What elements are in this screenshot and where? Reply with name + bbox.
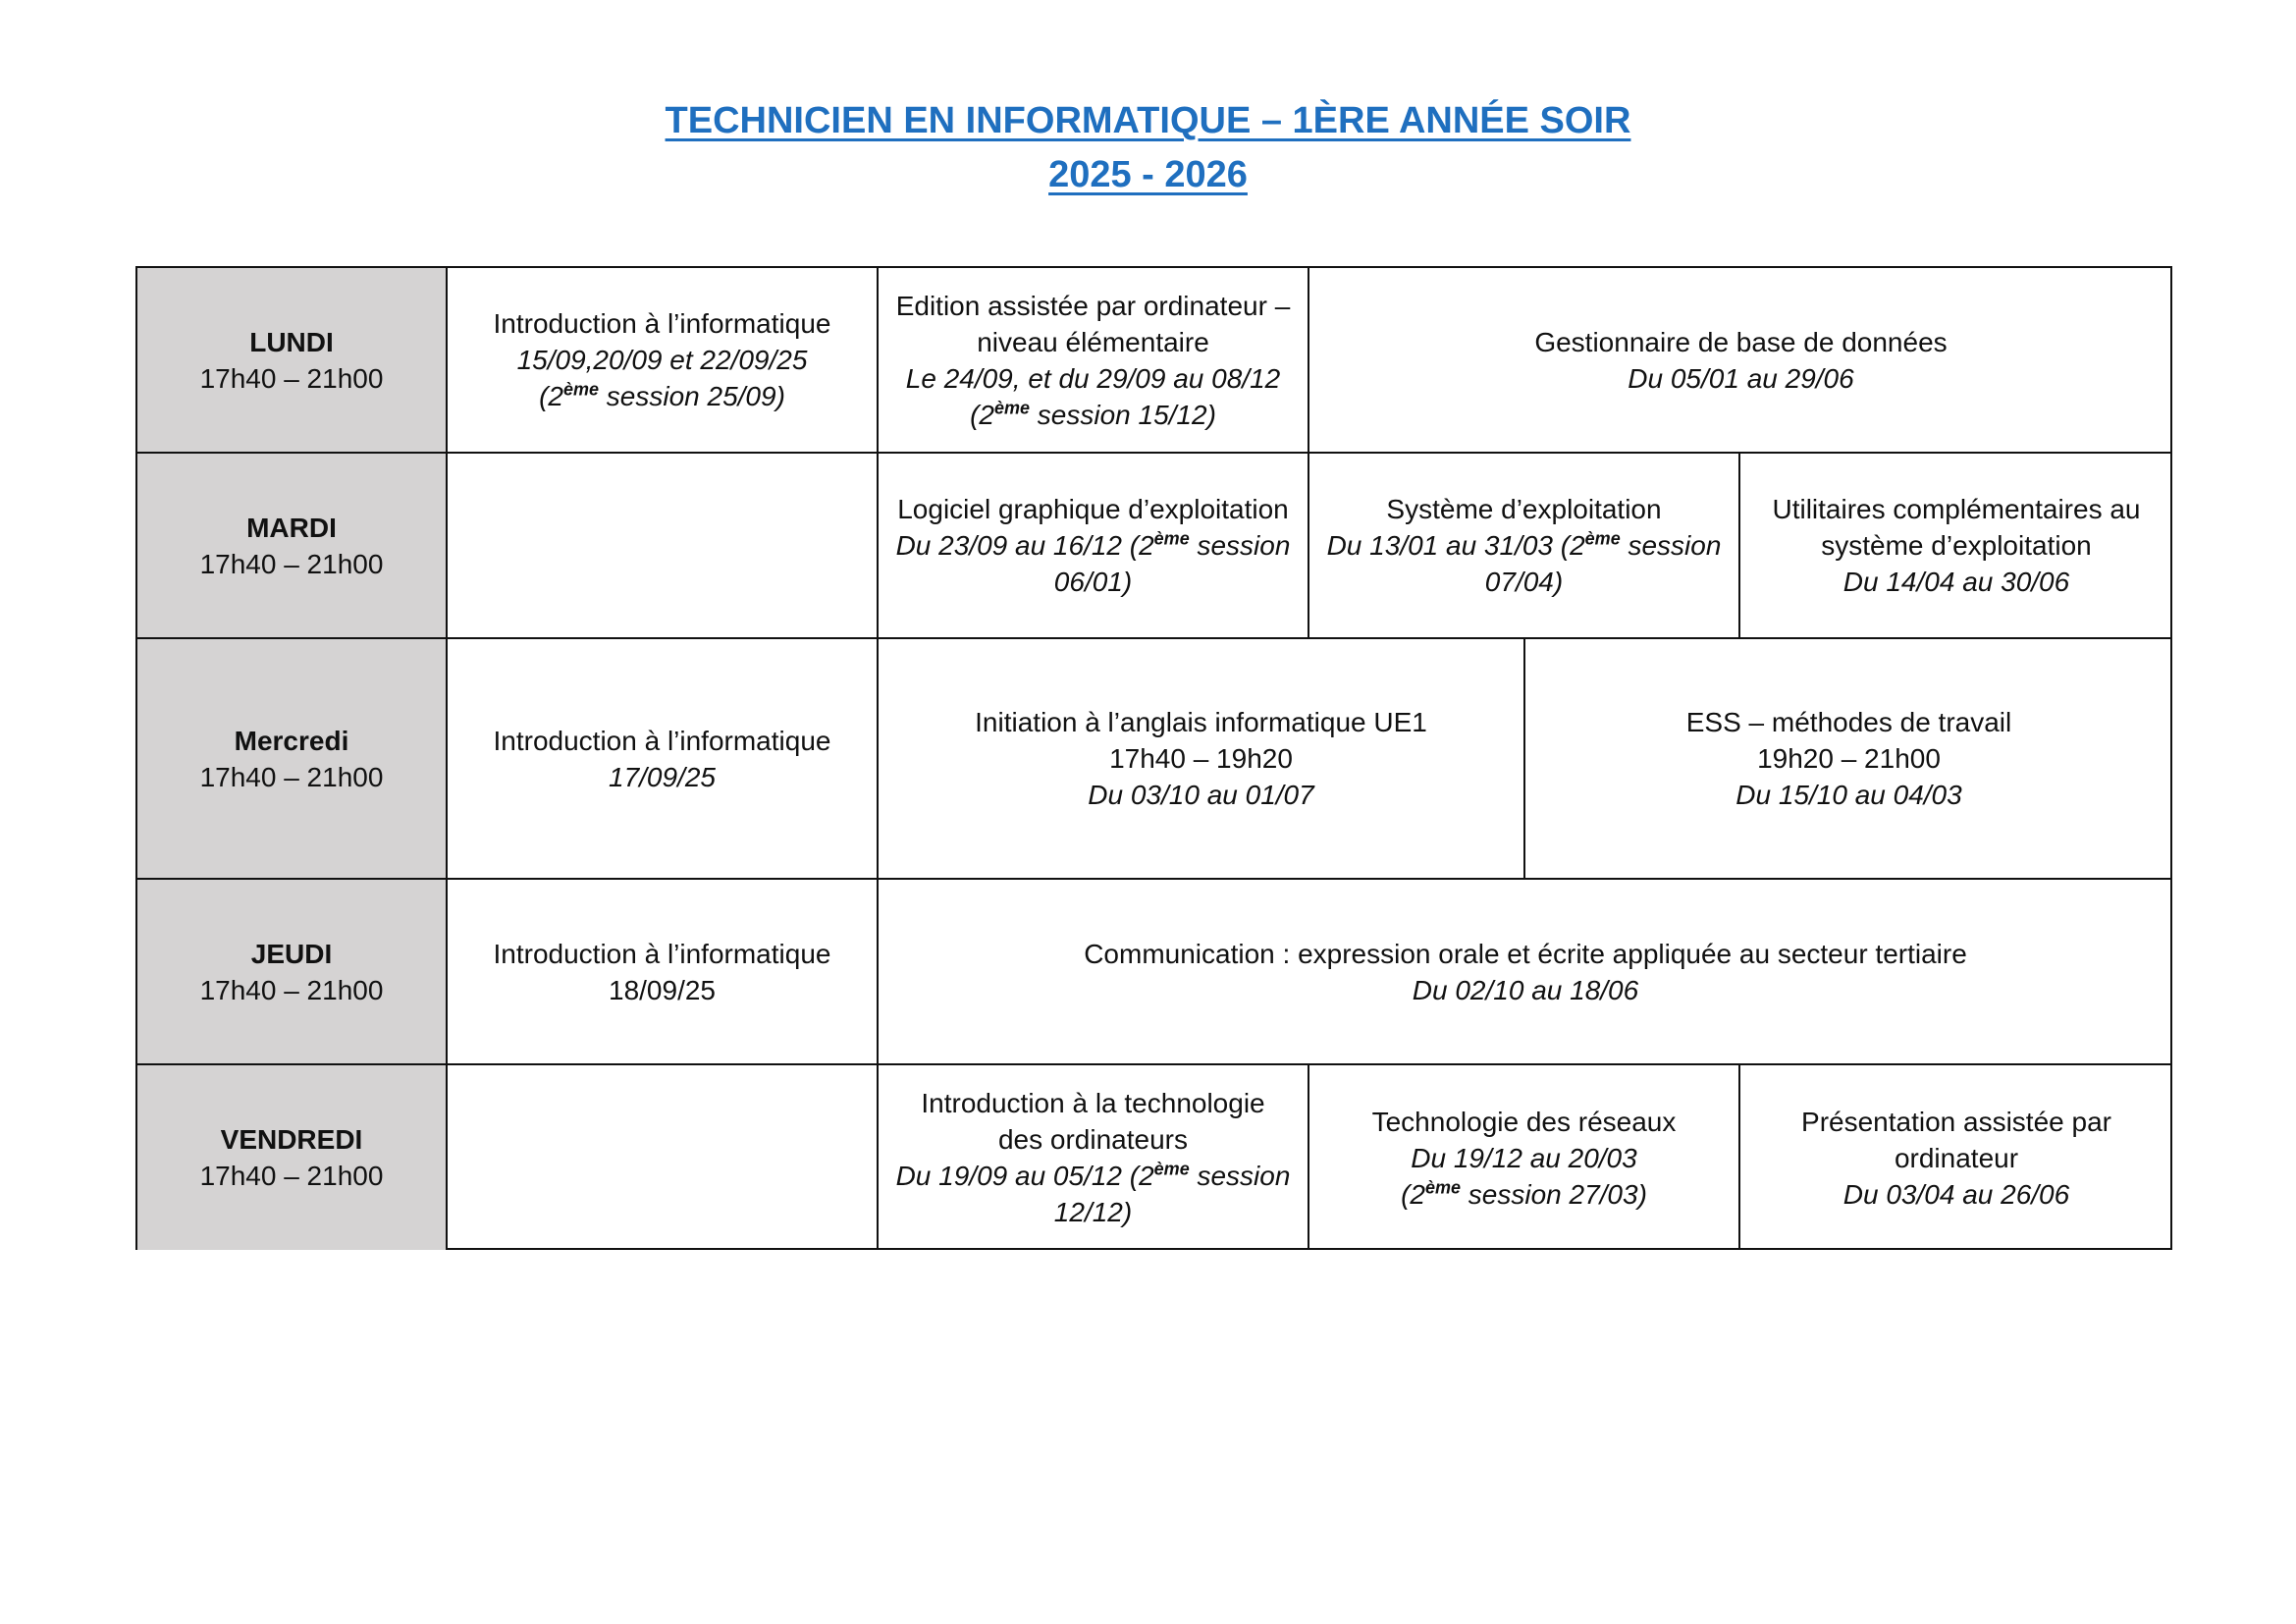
course-title: Introduction à l’informatique [493,725,831,756]
course-dates: Du 03/10 au 01/07 [1088,780,1314,810]
day-cell-vendredi [137,1065,448,1250]
day-time: 17h40 – 21h00 [199,1161,384,1191]
day-cell-jeudi [137,880,448,1065]
course-title: Système d’exploitation [1386,494,1662,524]
course-title: Edition assistée par ordinateur – [895,290,1291,321]
schedule-table [135,266,2172,1250]
course-dates: Du 13/01 au 31/03 (2ème session [1326,528,1722,561]
day-name: LUNDI [249,326,334,357]
course-cell-mardi-systeme [1309,454,1740,639]
course-dates: Du 19/12 au 20/03 [1411,1142,1637,1173]
course-cell-mardi-utilitaires [1740,454,2172,639]
course-title: Technologie des réseaux [1371,1106,1677,1137]
course-dates: Du 05/01 au 29/06 [1628,362,1854,394]
day-name: VENDREDI [220,1124,363,1155]
course-title: Communication : expression orale et écrite appliquée au secteur tertiaire [1084,938,1967,969]
course-dates: Du 19/09 au 05/12 (2ème session [895,1159,1291,1191]
second-session: (2ème session 15/12) [970,398,1216,430]
course-dates: 18/09/25 [609,974,716,1005]
course-cell-lundi-intro [448,268,879,454]
empty-cell-vendredi [448,1065,879,1250]
course-title: Introduction à la technologie [921,1088,1265,1118]
course-cell-mercredi-intro [448,639,879,880]
course-dates: 15/09,20/09 et 22/09/25 [516,345,808,375]
document-header [0,94,2296,202]
second-session: (2ème session 25/09) [539,379,785,411]
course-dates: Du 03/04 au 26/06 [1842,1178,2070,1210]
course-cell-lundi-edition [879,268,1309,454]
course-dates: Du 23/09 au 16/12 (2ème session [895,528,1291,561]
day-cell-lundi [137,268,448,454]
course-title: Utilitaires complémentaires au [1772,494,2141,524]
day-name: JEUDI [250,938,333,969]
day-time: 17h40 – 21h00 [199,761,384,792]
course-cell-lundi-gestion [1309,268,2172,454]
course-time: 17h40 – 19h20 [1109,743,1293,774]
course-dates-line2: 06/01) [1053,567,1133,597]
day-name: MARDI [246,512,337,543]
day-time: 17h40 – 21h00 [199,548,384,579]
day-cell-mardi [137,454,448,639]
course-title: Gestionnaire de base de données [1534,326,1948,357]
course-cell-mercredi-ess [1525,639,2172,880]
course-title: ESS – méthodes de travail [1685,707,2012,737]
academic-year: 2025 - 2026 [1048,154,1248,195]
second-session: (2ème session 27/03) [1401,1177,1647,1210]
course-dates: 17/09/25 [609,761,716,792]
day-time: 17h40 – 21h00 [199,974,384,1005]
course-cell-vendredi-presentation [1740,1065,2172,1250]
course-title: Introduction à l’informatique [493,308,831,339]
course-title: Présentation assistée par [1801,1106,2111,1137]
day-name: Mercredi [234,725,349,756]
course-dates: Du 02/10 au 18/06 [1412,974,1639,1005]
course-dates: Du 15/10 au 04/03 [1735,780,1962,810]
course-cell-mercredi-anglais [879,639,1525,880]
course-cell-jeudi-communication [879,880,2172,1065]
course-title-line2: des ordinateurs [997,1124,1188,1155]
course-title-line2: ordinateur [1894,1142,2019,1173]
course-dates: Du 14/04 au 30/06 [1842,567,2070,597]
course-cell-vendredi-techno-ordi [879,1065,1309,1250]
course-dates: Le 24/09, et du 29/09 au 08/12 [905,362,1281,394]
course-title-line2: système d’exploitation [1821,530,2092,561]
course-title: Logiciel graphique d’exploitation [897,494,1289,524]
course-dates-line2: 07/04) [1484,567,1564,597]
empty-cell-mardi [448,454,879,639]
course-cell-vendredi-reseaux [1309,1065,1740,1250]
course-title: Initiation à l’anglais informatique UE1 [975,707,1427,737]
course-dates-line2: 12/12) [1053,1197,1133,1227]
course-title: Introduction à l’informatique [493,938,831,969]
course-cell-mardi-logiciel [879,454,1309,639]
day-time: 17h40 – 21h00 [199,362,384,394]
course-title-line2: niveau élémentaire [977,326,1209,357]
course-time: 19h20 – 21h00 [1757,743,1941,774]
page-title: TECHNICIEN EN INFORMATIQUE – 1ÈRE ANNÉE SOIR [665,100,1631,141]
day-cell-mercredi [137,639,448,880]
course-cell-jeudi-intro [448,880,879,1065]
